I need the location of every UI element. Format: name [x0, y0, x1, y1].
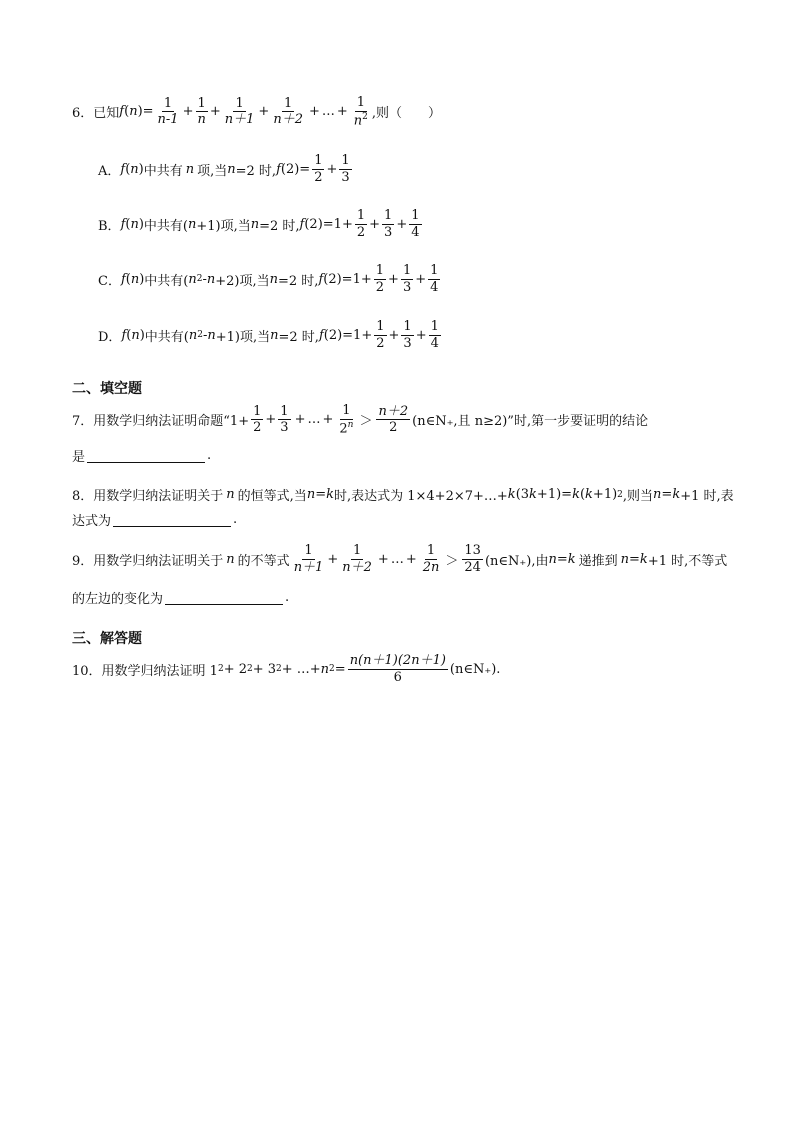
q6-frac2: $\frac{1}{n}$	[197, 95, 206, 128]
option-d-label: D．	[98, 329, 122, 345]
q9-rhs-frac: $\frac{13}{24}$	[464, 543, 481, 575]
option-c-frac-quarter: $\frac{1}{4}$	[430, 263, 439, 295]
option-d-frac-quarter: $\frac{1}{4}$	[430, 319, 439, 351]
q6-f: f	[119, 104, 125, 120]
q6-stem: 6． 已知 f ( n )= $\frac{1}{n-1}$ + $\frac{1}{n}$ + $\frac{1}{n+1}$ + $\frac{1}{n+2}$ + … + $\frac{1}{n^2}$ ,则（ ）	[72, 95, 442, 128]
section-solve-heading: 三、解答题	[72, 631, 142, 647]
q8-answer-line: 达式为 .	[72, 512, 238, 529]
q6-frac1: $\frac{1}{n-1}$	[157, 95, 179, 128]
q6-option-c: C． f ( n ) 中共有( n 2 - n +2)项,当 n =2 时, f (2)=1+ $\frac{1}{2}$ + $\frac{1}{3}$ + $\frac{1}{4}$	[98, 263, 439, 295]
q7-answer-line: 是 .	[72, 448, 212, 465]
q9-stem: 9． 用数学归纳法证明关于 n 的不等式 $\frac{1}{n+1}$ + $\frac{1}{n+2}$ + … + $\frac{1}{2n}$ ＞ $\frac{13}{24}$ (n∈N₊),由 n = k 递推到 n = k +1 时,不等式	[72, 543, 728, 575]
option-c-frac-third: $\frac{1}{3}$	[402, 263, 412, 295]
q7-frac-third: $\frac{1}{3}$	[280, 403, 289, 436]
q10-stem: 10． 用数学归纳法证明 1 2 + 2 2 + 3 2 + …+ n 2 = $\frac{n(n+1)(2n+1)}{6}$ (n∈N₊).	[72, 653, 501, 685]
q9-answer-blank[interactable]	[165, 590, 283, 605]
option-b-frac-third: $\frac{1}{3}$	[384, 208, 393, 240]
q6-tail: ,则（ ）	[371, 106, 442, 122]
option-b-frac-half: $\frac{1}{2}$	[356, 208, 366, 240]
q6-frac4: $\frac{1}{n+2}$	[273, 95, 303, 128]
q9-number: 9．	[72, 553, 94, 569]
q9-answer-line: 的左边的变化为 .	[72, 590, 290, 607]
q9-frac3: $\frac{1}{2n}$	[422, 543, 440, 575]
section-fill-in-heading: 二、填空题	[72, 381, 142, 397]
q6-option-d: D． f ( n ) 中共有( n 2 - n +1)项,当 n =2 时, f (2)=1+ $\frac{1}{2}$ + $\frac{1}{3}$ + $\frac{1}{4}$	[98, 319, 439, 351]
q9-frac1: $\frac{1}{n+1}$	[293, 543, 324, 575]
q8-answer-blank[interactable]	[113, 512, 231, 527]
option-c-frac-half: $\frac{1}{2}$	[375, 263, 385, 295]
q6-frac5: $\frac{1}{n^2}$	[353, 95, 368, 128]
q7-frac-half: $\frac{1}{2}$	[253, 403, 262, 436]
q8-stem: 8． 用数学归纳法证明关于 n 的恒等式,当 n = k 时,表达式为 1×4+2×7+…+ k (3 k +1)= k ( k +1) 2 ,则当 n = k +1 时,表	[72, 487, 734, 504]
option-c-label: C．	[98, 273, 121, 289]
q7-answer-blank[interactable]	[87, 448, 205, 463]
q6-number: 6．	[72, 106, 94, 122]
option-a-frac1: $\frac{1}{2}$	[314, 153, 323, 185]
q7-number: 7．	[72, 414, 94, 430]
q7-stem: 7． 用数学归纳法证明命题“1+ $\frac{1}{2}$ + $\frac{1}{3}$ + … + $\frac{1}{2^n}$ ＞ $\frac{n+2}{2}$ (n∈N₊,且 n≥2)”时,第一步要证明的结论	[72, 403, 649, 436]
q6-frac3: $\frac{1}{n+1}$	[224, 95, 255, 128]
option-a-frac2: $\frac{1}{3}$	[341, 153, 350, 185]
option-d-frac-half: $\frac{1}{2}$	[376, 319, 385, 351]
q7-rhs-frac: $\frac{n+2}{2}$	[378, 403, 409, 436]
q6-option-b: B． f ( n ) 中共有( n +1)项,当 n =2 时, f (2)=1+ $\frac{1}{2}$ + $\frac{1}{3}$ + $\frac{1}{4}$	[98, 208, 420, 240]
q6-n: n	[129, 104, 138, 120]
q6-dots: …	[321, 104, 335, 120]
q8-number: 8．	[72, 489, 94, 504]
option-d-frac-third: $\frac{1}{3}$	[403, 319, 412, 351]
option-b-label: B．	[98, 218, 121, 234]
q6-lead: 已知	[93, 106, 120, 122]
option-b-frac-quarter: $\frac{1}{4}$	[411, 208, 420, 240]
q7-frac-pow: $\frac{1}{2^n}$	[339, 403, 354, 436]
q9-frac2: $\frac{1}{n+2}$	[342, 543, 372, 575]
q10-rhs-frac: $\frac{n(n+1)(2n+1)}{6}$	[349, 653, 446, 685]
q10-number: 10．	[72, 663, 102, 679]
q7-gt: ＞	[359, 414, 373, 430]
option-a-label: A．	[98, 163, 121, 179]
q6-option-a: A． f ( n ) 中共有 n 项,当 n =2 时, f (2)= $\frac{1}{2}$ + $\frac{1}{3}$	[98, 153, 350, 185]
